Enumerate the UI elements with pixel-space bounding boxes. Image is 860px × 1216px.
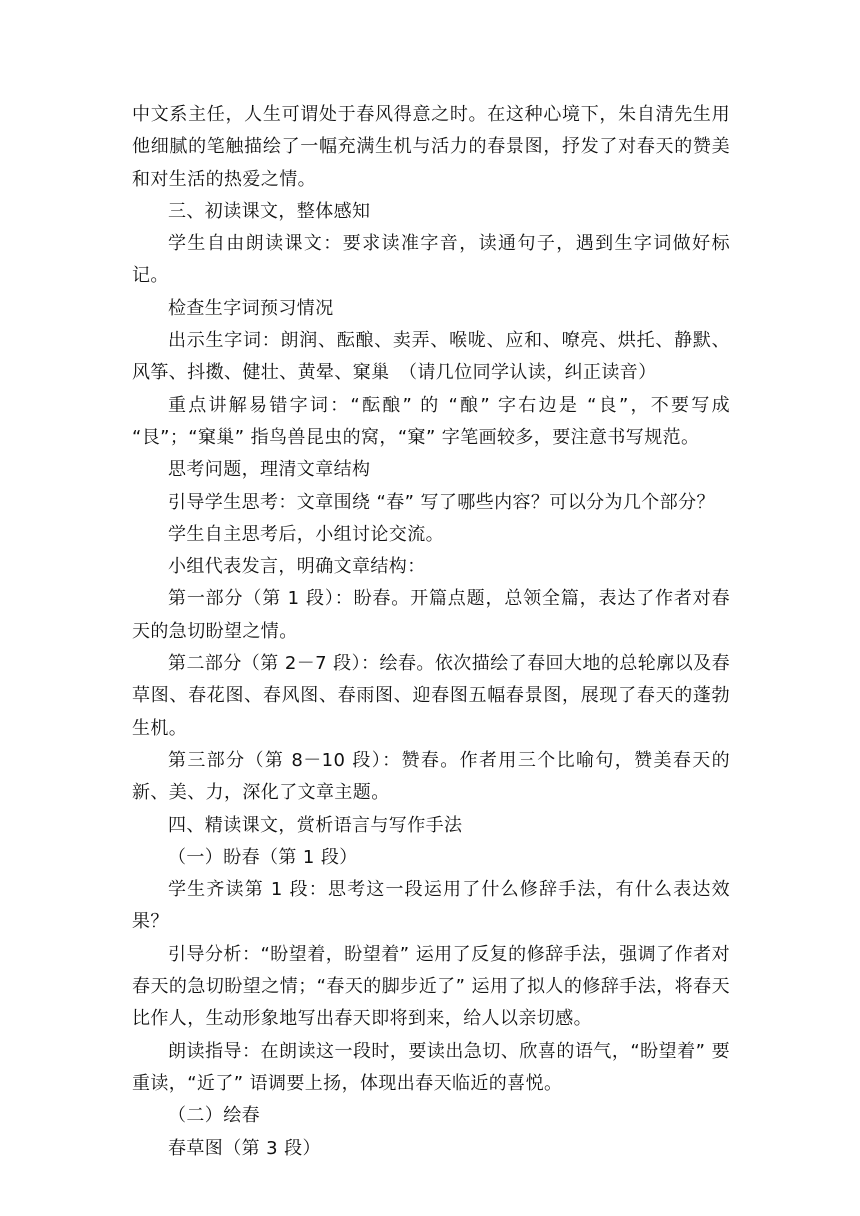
subheading-painting-spring: （二）绘春	[168, 1105, 260, 1127]
paragraph-part-two: 第二部分（第 2－7 段）：绘春。依次描绘了春回大地的总轮廓以及春草图、春花图、春风图、春雨图、迎春图五幅春景图，展现了春天的蓬勃生机。	[132, 653, 730, 739]
paragraph-reading-guidance: 朗读指导：在朗读这一段时，要读出急切、欣喜的语气，“盼望着” 要重读，“近了” 语调要上扬，体现出春天临近的喜悦。	[132, 1040, 730, 1094]
subheading-structure: 思考问题，理清文章结构	[168, 459, 371, 481]
subheading-longing-spring: （一）盼春（第 1 段）	[168, 846, 358, 868]
paragraph-vocabulary-list: 出示生字词：朗润、酝酿、卖弄、喉咙、应和、嘹亮、烘托、静默、风筝、抖擞、健壮、黄晕、窠巢 （请几位同学认读，纠正读音）	[132, 330, 730, 384]
paragraph-group-report: 小组代表发言，明确文章结构：	[168, 556, 426, 578]
paragraph-guiding-question: 引导学生思考：文章围绕 “春” 写了哪些内容？可以分为几个部分？	[168, 491, 715, 513]
section-heading-close-reading: 四、精读课文，赏析语言与写作手法	[168, 814, 463, 836]
paragraph-free-reading: 学生自由朗读课文：要求读准字音，读通句子，遇到生字词做好标记。	[132, 233, 730, 287]
subheading-vocabulary-check: 检查生字词预习情况	[168, 297, 334, 319]
paragraph-part-one: 第一部分（第 1 段）：盼春。开篇点题，总领全篇，表达了作者对春天的急切盼望之情。	[132, 588, 730, 642]
paragraph-error-prone-words: 重点讲解易错字词：“酝酿” 的 “酿” 字右边是 “良”，不要写成 “艮”；“窠巢” 指鸟兽昆虫的窝，“窠” 字笔画较多，要注意书写规范。	[132, 394, 730, 448]
paragraph-rhetoric-analysis: 引导分析：“盼望着，盼望着” 运用了反复的修辞手法，强调了作者对春天的急切盼望之情；“春天的脚步近了” 运用了拟人的修辞手法，将春天比作人，生动形象地写出春天即将到来，给人以亲切感。	[132, 943, 730, 1030]
paragraph-group-discussion: 学生自主思考后，小组讨论交流。	[168, 523, 444, 545]
section-heading-first-reading: 三、初读课文，整体感知	[168, 200, 371, 222]
paragraph-part-three: 第三部分（第 8－10 段）：赞春。作者用三个比喻句，赞美春天的新、美、力，深化了文章主题。	[132, 749, 730, 804]
paragraph-read-aloud-task: 学生齐读第 1 段：思考这一段运用了什么修辞手法，有什么表达效果？	[132, 879, 730, 933]
paragraph-intro-continuation: 中文系主任，人生可谓处于春风得意之时。在这种心境下，朱自清先生用他细腻的笔触描绘了一幅充满生机与活力的春景图，抒发了对春天的赞美和对生活的热爱之情。	[132, 104, 730, 190]
subheading-spring-grass: 春草图（第 3 段）	[168, 1137, 321, 1159]
